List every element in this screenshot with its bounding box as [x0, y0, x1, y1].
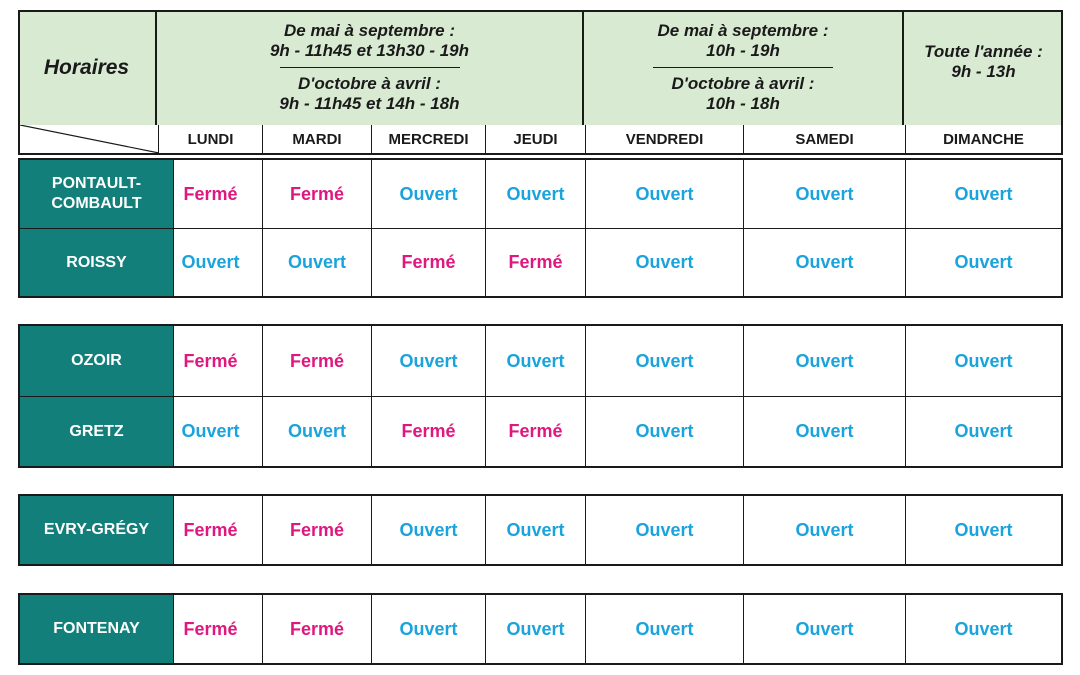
- status-cell: Fermé: [486, 397, 586, 466]
- status-cell: Fermé: [159, 595, 263, 663]
- location-name-label: PONTAULT- COMBAULT: [51, 175, 142, 212]
- status-cell: Ouvert: [744, 229, 906, 296]
- status-cell: Ouvert: [586, 160, 744, 228]
- location-row: [20, 397, 1061, 466]
- status-cell: Fermé: [159, 496, 263, 564]
- status-cell: Ouvert: [263, 229, 372, 296]
- status-cell: Ouvert: [486, 595, 586, 663]
- period-yearly-label: Toute l'année :: [924, 42, 1043, 61]
- period-divider: [280, 67, 460, 68]
- status-cell: Fermé: [263, 496, 372, 564]
- status-cell: Ouvert: [954, 350, 1013, 371]
- status-cell: Ouvert: [586, 496, 744, 564]
- status-cell: Ouvert: [486, 326, 586, 396]
- status-cell: Ouvert: [372, 496, 486, 564]
- status-cell: Ouvert: [954, 519, 1013, 540]
- header-period-sunday: [904, 10, 1063, 125]
- status-cell: Ouvert: [586, 595, 744, 663]
- location-name: [20, 160, 174, 228]
- day-label: MARDI: [263, 125, 372, 153]
- status-cell: Ouvert: [586, 397, 744, 466]
- status-cell: Ouvert: [486, 496, 586, 564]
- period-yearly-hours: 9h - 13h: [951, 62, 1016, 81]
- period-divider: [653, 67, 833, 68]
- status-cell: Fermé: [372, 229, 486, 296]
- status-cell: Ouvert: [372, 595, 486, 663]
- location-row: [20, 595, 1061, 663]
- location-row: [20, 326, 1061, 397]
- status-cell: Ouvert: [954, 618, 1013, 639]
- location-group: [18, 494, 1063, 566]
- day-label: DIMANCHE: [943, 130, 1024, 148]
- location-name: EVRY-GRÉGY: [20, 496, 174, 564]
- period-winter-hours: 9h - 11h45 et 14h - 18h: [279, 94, 460, 113]
- status-cell: Ouvert: [954, 252, 1013, 272]
- status-cell: Ouvert: [263, 397, 372, 466]
- status-cell: Ouvert: [486, 160, 586, 228]
- period-summer-hours: 9h - 11h45 et 13h30 - 19h: [269, 41, 470, 60]
- status-cell: Ouvert: [372, 326, 486, 396]
- status-cell: Ouvert: [159, 397, 263, 466]
- status-cell: Fermé: [159, 326, 263, 396]
- location-row: [20, 229, 1061, 296]
- header-title: Horaires: [43, 55, 130, 79]
- day-label: VENDREDI: [586, 125, 744, 153]
- location-group: [18, 593, 1063, 665]
- status-cell: Fermé: [372, 397, 486, 466]
- location-name: GRETZ: [20, 397, 174, 466]
- status-cell: Ouvert: [954, 183, 1013, 204]
- location-group: [18, 158, 1063, 298]
- header-period-weekdays: [157, 10, 584, 125]
- status-cell: Fermé: [263, 160, 372, 228]
- diagonal-line-icon: [20, 125, 159, 153]
- day-label: SAMEDI: [744, 125, 906, 153]
- period-winter-hours: 10h - 18h: [706, 94, 780, 113]
- status-cell: Ouvert: [744, 397, 906, 466]
- location-name: OZOIR: [20, 326, 174, 396]
- day-label: JEUDI: [486, 125, 586, 153]
- period-summer-label: De mai à septembre :: [657, 21, 829, 40]
- status-cell: Ouvert: [159, 229, 263, 296]
- status-cell: Ouvert: [744, 160, 906, 228]
- period-winter-label: D'octobre à avril :: [298, 74, 441, 93]
- location-name: FONTENAY: [20, 595, 174, 663]
- status-cell: Ouvert: [744, 326, 906, 396]
- status-cell: Fermé: [263, 326, 372, 396]
- status-cell: Ouvert: [954, 421, 1013, 441]
- day-header-row: [18, 125, 1063, 155]
- location-row: [20, 496, 1061, 564]
- status-cell: Ouvert: [586, 326, 744, 396]
- period-summer-label: De mai à septembre :: [283, 21, 455, 40]
- corner-cell: [20, 125, 159, 153]
- status-cell: Fermé: [263, 595, 372, 663]
- status-cell: Ouvert: [586, 229, 744, 296]
- location-name: ROISSY: [20, 229, 174, 296]
- location-group: [18, 324, 1063, 468]
- day-label: LUNDI: [159, 125, 263, 153]
- period-winter-label: D'octobre à avril :: [671, 74, 815, 93]
- status-cell: Fermé: [486, 229, 586, 296]
- day-label: MERCREDI: [372, 125, 486, 153]
- status-cell: Ouvert: [744, 496, 906, 564]
- header-title-cell: [18, 10, 157, 125]
- location-row: [20, 160, 1061, 229]
- period-summer-hours: 10h - 19h: [706, 41, 780, 60]
- status-cell: Fermé: [159, 160, 263, 228]
- status-cell: Ouvert: [744, 595, 906, 663]
- header-period-weekend: [584, 10, 904, 125]
- status-cell: Ouvert: [372, 160, 486, 228]
